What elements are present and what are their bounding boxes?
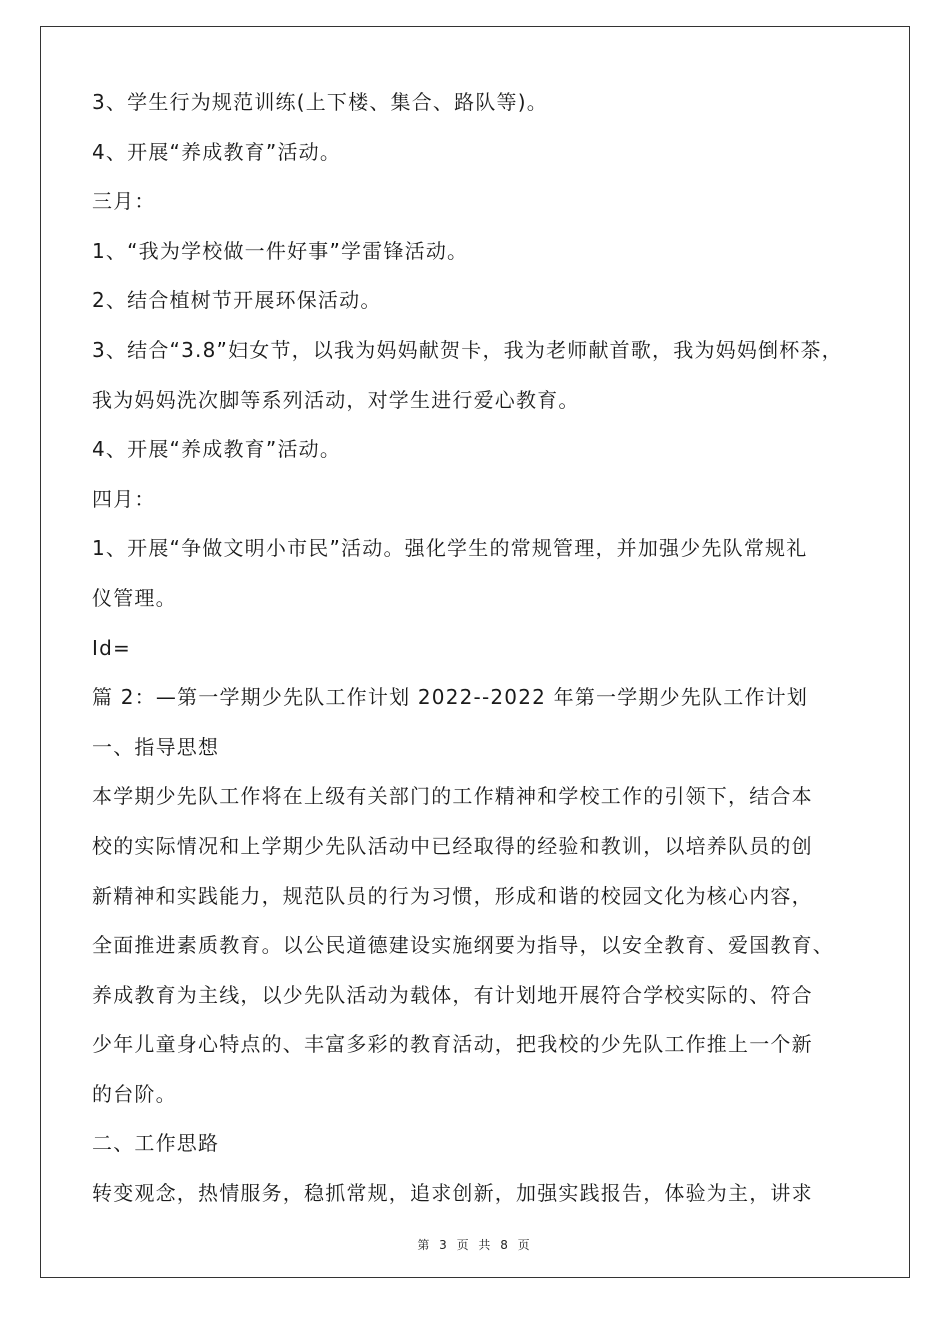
text-line: 1、“我为学校做一件好事”学雷锋活动。 bbox=[92, 238, 469, 263]
text-line: 4、开展“养成教育”活动。 bbox=[92, 437, 342, 462]
text-line: 全面推进素质教育。以公民道德建设实施纲要为指导，以安全教育、爱国教育、 bbox=[92, 933, 834, 958]
text-line: 2、结合植树节开展环保活动。 bbox=[92, 288, 382, 313]
page-number-footer: 第 3 页 共 8 页 bbox=[417, 1238, 533, 1252]
text-line: 4、开展“养成教育”活动。 bbox=[92, 139, 342, 164]
text-line: 少年儿童身心特点的、丰富多彩的教育活动，把我校的少先队工作推上一个新 bbox=[92, 1032, 813, 1057]
text-line: 仪管理。 bbox=[92, 585, 177, 610]
section-heading-guiding-ideology: 一、指导思想 bbox=[92, 734, 220, 759]
section-heading-march: 三月： bbox=[92, 189, 156, 214]
section-heading-april: 四月： bbox=[92, 486, 156, 511]
section-heading-work-approach: 二、工作思路 bbox=[92, 1131, 220, 1156]
text-line: Id= bbox=[92, 635, 131, 660]
text-line: 3、学生行为规范训练(上下楼、集合、路队等)。 bbox=[92, 90, 548, 114]
text-line: 我为妈妈洗次脚等系列活动，对学生进行爱心教育。 bbox=[92, 387, 580, 412]
text-line: 新精神和实践能力，规范队员的行为习惯，形成和谐的校园文化为核心内容， bbox=[92, 883, 813, 908]
text-line: 的台阶。 bbox=[92, 1081, 177, 1106]
text-line: 转变观念，热情服务，稳抓常规，追求创新，加强实践报告，体验为主，讲求 bbox=[92, 1181, 813, 1206]
article-title: 篇 2：—第一学期少先队工作计划 2022--2022 年第一学期少先队工作计划 bbox=[92, 685, 809, 710]
text-line: 3、结合“3.8”妇女节，以我为妈妈献贺卡，我为老师献首歌，我为妈妈倒杯茶， bbox=[92, 337, 843, 362]
text-line: 本学期少先队工作将在上级有关部门的工作精神和学校工作的引领下，结合本 bbox=[92, 784, 813, 809]
text-line: 1、开展“争做文明小市民”活动。强化学生的常规管理，并加强少先队常规礼 bbox=[92, 536, 808, 561]
text-line: 养成教育为主线，以少先队活动为载体，有计划地开展符合学校实际的、符合 bbox=[92, 982, 813, 1007]
text-line: 校的实际情况和上学期少先队活动中已经取得的经验和教训，以培养队员的创 bbox=[92, 833, 813, 858]
document-body bbox=[92, 78, 872, 1219]
